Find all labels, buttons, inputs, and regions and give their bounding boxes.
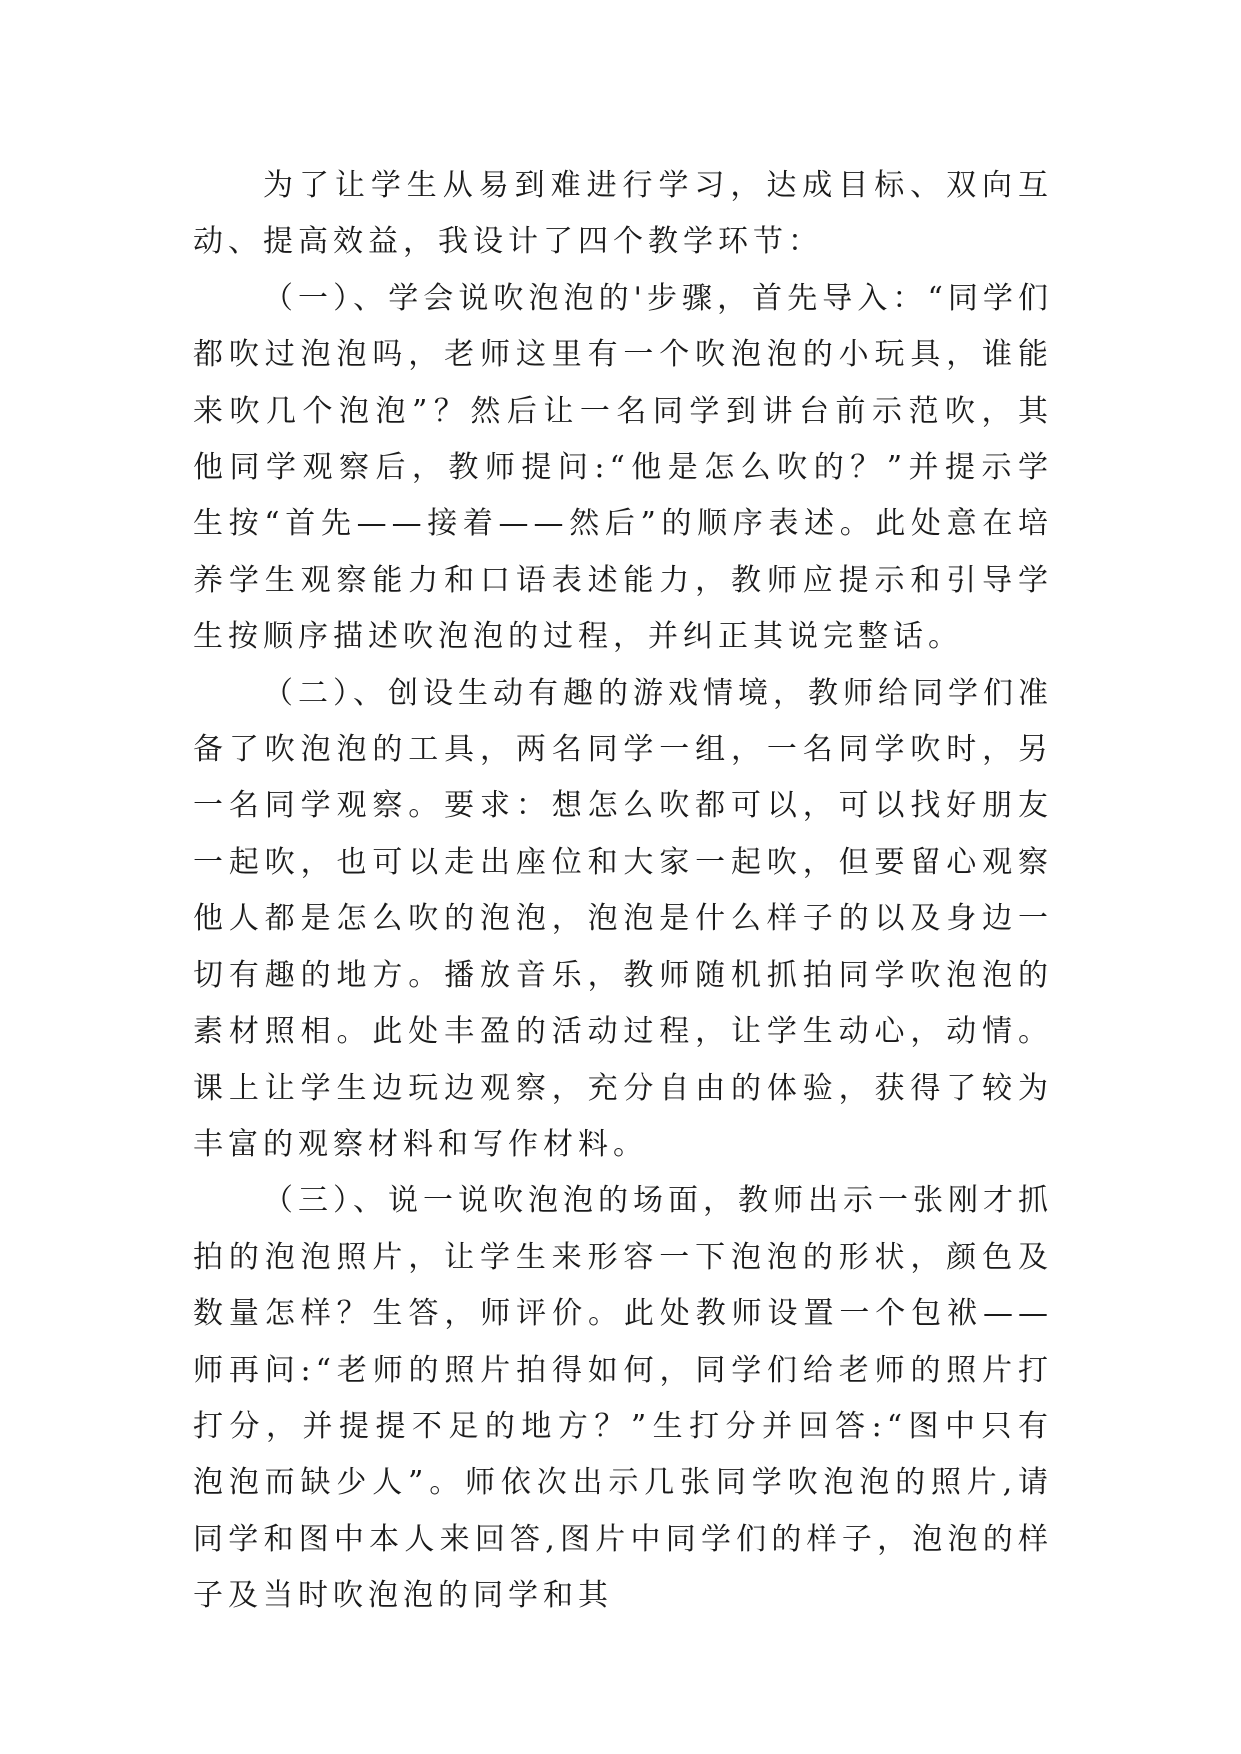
step-one-paragraph: （一）、学会说吹泡泡的'步骤，首先导入：“同学们都吹过泡泡吗，老师这里有一个吹泡泡的小玩具，谁能来吹几个泡泡”？然后让一名同学到讲台前示范吹，其他同学观察后，教师提问:“他是怎么吹的？”并提示学生按“首先——接着——然后”的顺序表述。此处意在培养学生观察能力和口语表述能力，教师应提示和引导学生按顺序描述吹泡泡的过程，并纠正其说完整话。 xyxy=(193,280,1053,655)
step-two-paragraph: （二）、创设生动有趣的游戏情境，教师给同学们准备了吹泡泡的工具，两名同学一组，一名同学吹时，另一名同学观察。要求：想怎么吹都可以，可以找好朋友一起吹，也可以走出座位和大家一起吹，但要留心观察他人都是怎么吹的泡泡，泡泡是什么样子的以及身边一切有趣的地方。播放音乐，教师随机抓拍同学吹泡泡的素材照相。此处丰盈的活动过程，让学生动心，动情。课上让学生边玩边观察，充分自由的体验，获得了较为丰富的观察材料和写作材料。 xyxy=(193,675,1053,1162)
step-three-paragraph: （三）、说一说吹泡泡的场面，教师出示一张刚才抓拍的泡泡照片，让学生来形容一下泡泡的形状，颜色及数量怎样？生答，师评价。此处教师设置一个包袱——师再问:“老师的照片拍得如何，同学们给老师的照片打打分，并提提不足的地方？”生打分并回答:“图中只有泡泡而缺少人”。师依次出示几张同学吹泡泡的照片,请同学和图中本人来回答,图片中同学们的样子，泡泡的样子及当时吹泡泡的同学和其 xyxy=(193,1183,1053,1614)
intro-paragraph: 为了让学生从易到难进行学习，达成目标、双向互动、提高效益，我设计了四个教学环节： xyxy=(193,168,1053,260)
document-page xyxy=(193,158,1053,1625)
